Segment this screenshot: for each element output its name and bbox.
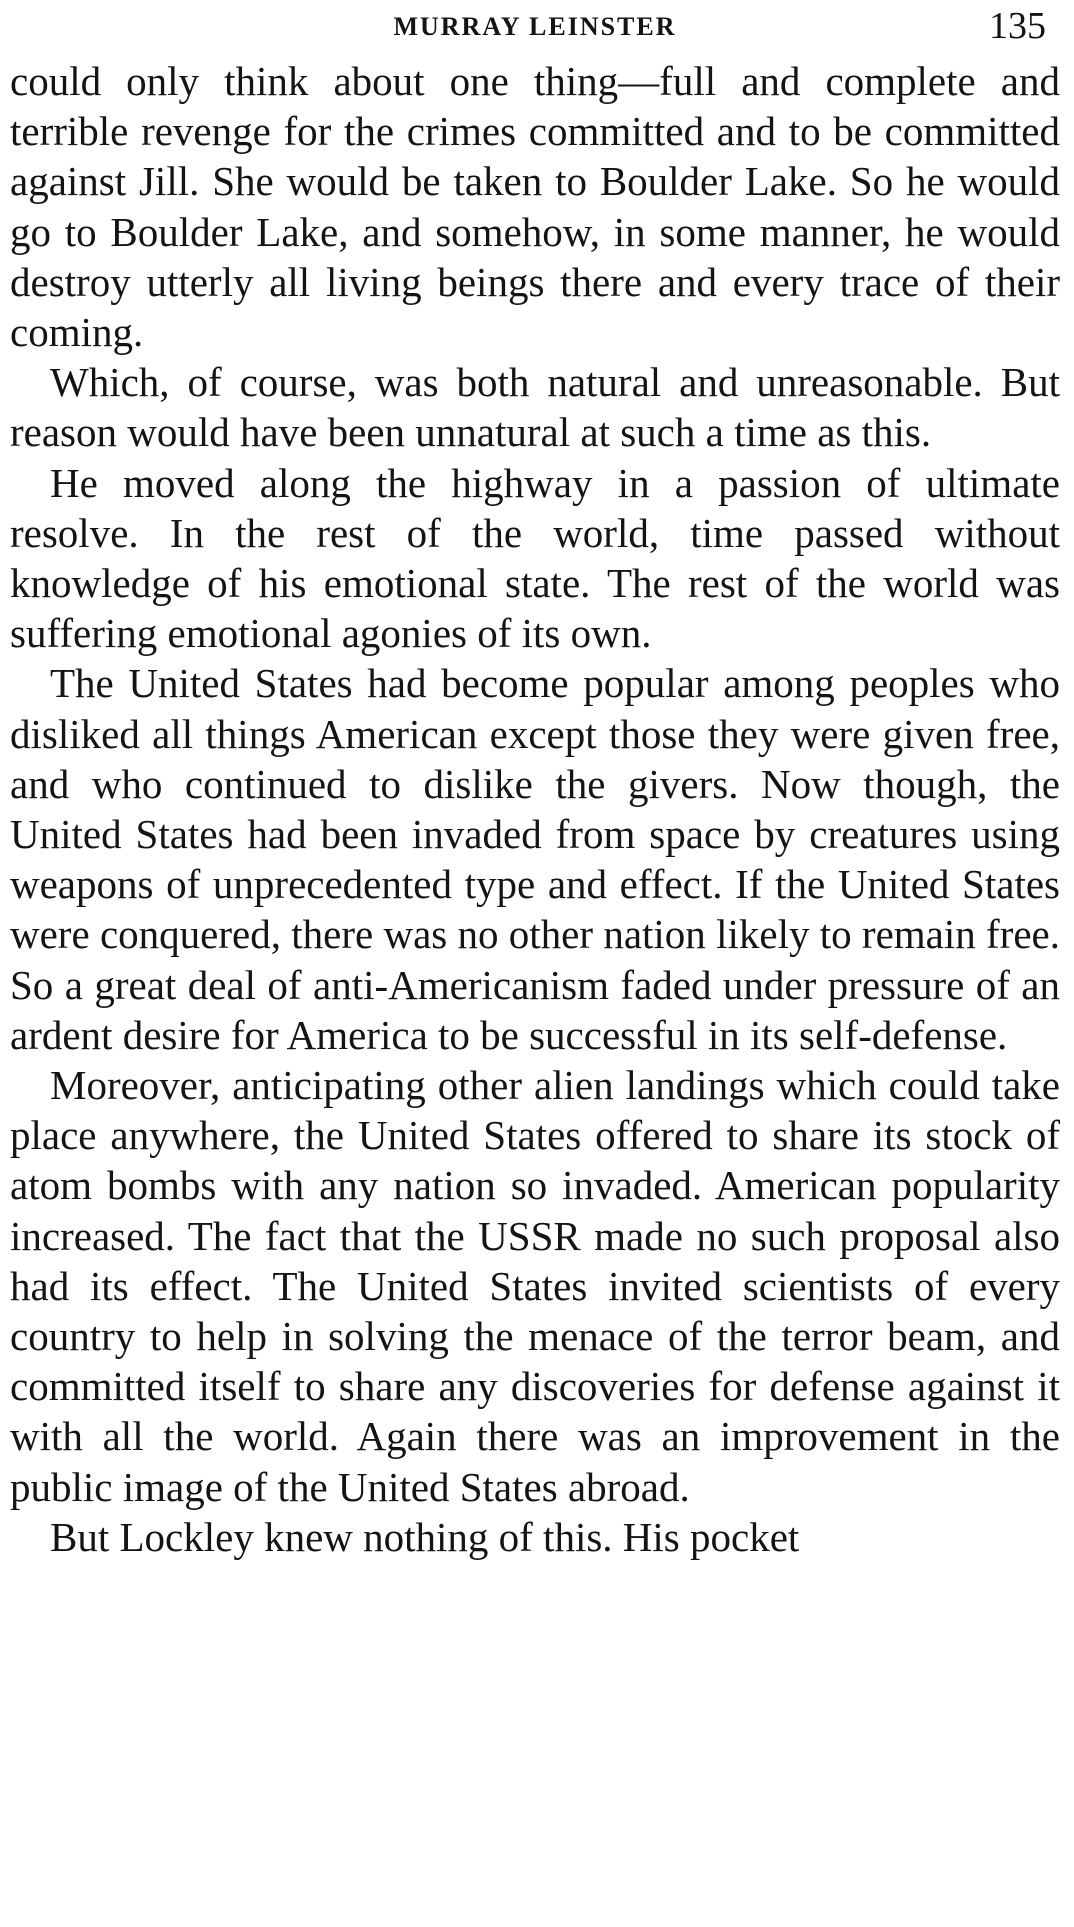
running-head	[10, 0, 1060, 56]
paragraph: The United States had become popular among peoples who disliked all things American except those they were given free, and who continued to dislike the givers. Now though, the United States had been invaded from space by creatures using weapons of unprecedented type and effect. If the United States were conquered, there was no other nation likely to remain free. So a great deal of anti-Americanism faded under pressure of an ardent desire for America to be successful in its self-defense.	[10, 660, 1060, 1058]
paragraph: Which, of course, was both natural and unreasonable. But reason would have been unnatural at such a time as this.	[10, 359, 1060, 456]
page-number: 135	[989, 5, 1046, 47]
paragraph-truncated: But Lockley knew nothing of this. His pocket	[50, 1513, 800, 1560]
body-text	[10, 56, 1060, 1562]
paragraph: Moreover, anticipating other alien landings which could take place anywhere, the United States offered to share its stock of atom bombs with any nation so invaded. American popularity increased. The fact that the USSR made no such proposal also had its effect. The United States invited scientists of every country to help in solving the menace of the terror beam, and committed itself to share any discoveries for defense against it with all the world. Again there was an improvement in the public image of the United States abroad.	[10, 1062, 1060, 1510]
paragraph-continued: could only think about one thing—full and complete and terrible revenge for the crimes committed and to be committed against Jill. She would be taken to Boulder Lake. So he would go to Boulder Lake, and somehow, in some manner, he would destroy utterly all living beings there and every trace of their coming.	[10, 58, 1060, 356]
running-head-author: MURRAY LEINSTER	[393, 12, 677, 41]
paragraph: He moved along the highway in a passion of ultimate resolve. In the rest of the world, time passed without knowledge of his emotional state. The rest of the world was suffering emotional agonies of its own.	[10, 459, 1060, 657]
